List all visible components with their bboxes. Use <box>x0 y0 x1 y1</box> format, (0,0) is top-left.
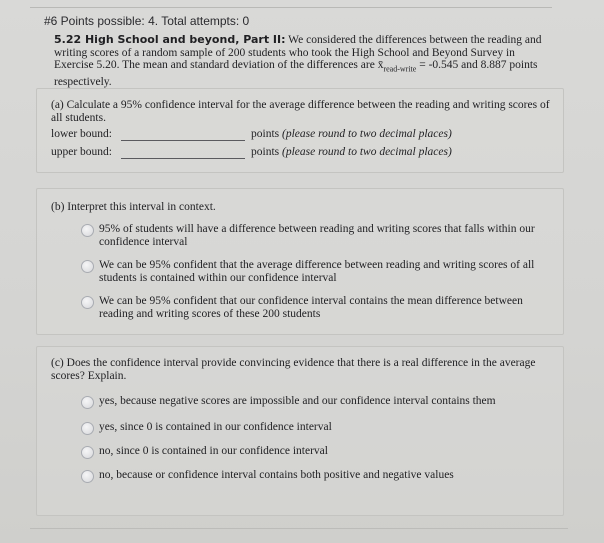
bottom-divider <box>30 528 568 529</box>
part-c-option-3[interactable] <box>81 445 551 459</box>
radio-button[interactable] <box>81 260 94 273</box>
xbar-subscript: read-write <box>383 64 417 74</box>
part-a-question: (a) Calculate a 95% confidence interval for the average difference between the reading and writing scores of all students. <box>51 99 550 124</box>
upper-bound-row <box>51 145 452 159</box>
top-divider <box>30 7 552 8</box>
problem-body-2b: = -0.545 and 8.887 points respectively. <box>54 59 538 88</box>
part-b-panel <box>36 188 564 335</box>
radio-button[interactable] <box>81 296 94 309</box>
option-text: We can be 95% confident that the average difference between reading and writing scores of all students is contained within our confidence interval <box>99 259 535 284</box>
option-text: We can be 95% confident that our confidence interval contains the mean difference between reading and writing scores of these 200 students <box>99 295 523 320</box>
part-b-question: (b) Interpret this interval in context. <box>51 201 216 213</box>
points-header: #6 Points possible: 4. Total attempts: 0 <box>44 14 250 28</box>
radio-button[interactable] <box>81 224 94 237</box>
upper-bound-hint: (please round to two decimal places) <box>282 146 452 158</box>
radio-button[interactable] <box>81 422 94 435</box>
part-b-option-1[interactable] <box>81 223 551 248</box>
problem-title: 5.22 High School and beyond, Part II: <box>54 33 286 46</box>
radio-button[interactable] <box>81 470 94 483</box>
problem-body-1: We considered the differences between the reading and writing scores of a random sample of 200 students who took the High School and Beyond Survey in Exercise 5.20. <box>54 34 542 71</box>
part-c-option-2[interactable] <box>81 421 551 435</box>
lower-bound-units: points <box>251 128 280 140</box>
part-c-option-1[interactable] <box>81 395 551 409</box>
upper-bound-label: upper bound: <box>51 146 113 158</box>
lower-bound-row <box>51 127 452 141</box>
option-text: no, because or confidence interval contains both positive and negative values <box>99 469 454 481</box>
upper-bound-input[interactable] <box>121 145 245 159</box>
part-b-option-3[interactable] <box>81 295 551 320</box>
radio-button[interactable] <box>81 396 94 409</box>
option-text: yes, since 0 is contained in our confidence interval <box>99 421 332 433</box>
part-c-option-4[interactable] <box>81 469 551 483</box>
part-a-panel <box>36 88 564 173</box>
option-text: no, since 0 is contained in our confidence interval <box>99 445 328 457</box>
option-text: 95% of students will have a difference between reading and writing scores that falls within our confidence interval <box>99 223 535 248</box>
part-b-option-2[interactable] <box>81 259 551 284</box>
lower-bound-input[interactable] <box>121 127 245 141</box>
option-text: yes, because negative scores are impossible and our confidence interval contains them <box>99 395 496 407</box>
upper-bound-units: points <box>251 146 280 158</box>
part-c-question: (c) Does the confidence interval provide convincing evidence that there is a real difference in the average scores? Explain. <box>51 357 536 382</box>
part-c-panel <box>36 346 564 516</box>
lower-bound-label: lower bound: <box>51 128 113 140</box>
radio-button[interactable] <box>81 446 94 459</box>
problem-body-2a: The mean and standard deviation of the differences are x̄ <box>122 59 384 71</box>
problem-statement <box>54 34 554 88</box>
lower-bound-hint: (please round to two decimal places) <box>282 128 452 140</box>
